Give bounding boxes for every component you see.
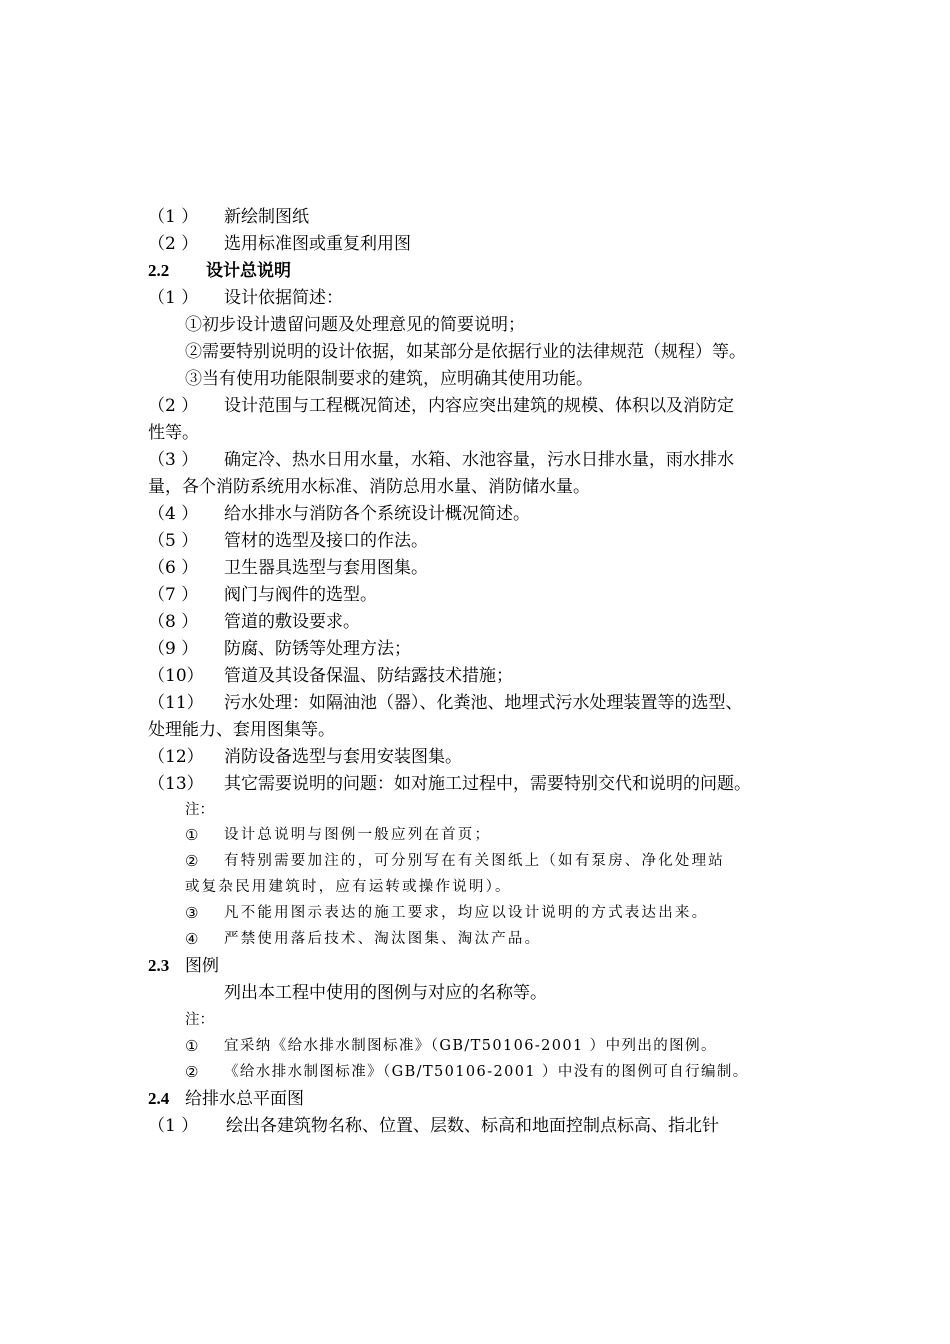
note-text: 宜采纳《给水排水制图标准》（GB/T50106-2001 ）中列出的图例。 <box>224 1038 717 1054</box>
item-text: 消防设备选型与套用安装图集。 <box>224 747 462 767</box>
sub-item: ③当有使用功能限制要求的建筑，应明确其使用功能。 <box>185 369 593 389</box>
section-text: 列出本工程中使用的图例与对应的名称等。 <box>224 983 547 1003</box>
item-continuation: 处理能力、套用图集等。 <box>148 720 335 740</box>
note-label: 注： <box>185 802 214 818</box>
section-title: 给排水总平面图 <box>185 1089 304 1109</box>
note-number: ④ <box>185 930 199 948</box>
item-text: 绘出各建筑物名称、位置、层数、标高和地面控制点标高、指北针 <box>226 1116 719 1136</box>
note-continuation: 或复杂民用建筑时，应有运转或操作说明）。 <box>185 879 512 895</box>
item-text: 设计范围与工程概况简述，内容应突出建筑的规模、体积以及消防定 <box>224 396 734 416</box>
section-title: 图例 <box>185 956 219 976</box>
item-text: 给水排水与消防各个系统设计概况简述。 <box>224 504 530 524</box>
item-text: 污水处理：如隔油池（器）、化粪池、地埋式污水处理装置等的选型、 <box>224 693 743 713</box>
item-text: 管道的敷设要求。 <box>224 612 360 632</box>
note-number: ① <box>185 1037 199 1055</box>
section-number: 2.4 <box>148 1089 170 1108</box>
note-number: ② <box>185 1063 199 1081</box>
sub-item: ①初步设计遗留问题及处理意见的简要说明； <box>185 315 525 335</box>
item-number: （1 ） <box>148 288 199 308</box>
note-text: 《给水排水制图标准》（GB/T50106-2001 ）中没有的图例可自行编制。 <box>224 1064 749 1080</box>
section-title: 设计总说明 <box>206 261 291 280</box>
note-text: 有特别需要加注的，可分别写在有关图纸上（如有泵房、净化处理站 <box>224 853 725 869</box>
item-text: 确定冷、热水日用水量，水箱、水池容量，污水日排水量，雨水排水 <box>224 450 734 470</box>
item-continuation: 性等。 <box>148 423 199 443</box>
item-number: （12） <box>148 747 204 767</box>
item-text: 卫生器具选型与套用图集。 <box>224 558 428 578</box>
item-number: （1 ） <box>148 207 199 227</box>
note-number: ② <box>185 852 199 870</box>
item-number: （2 ） <box>148 234 199 254</box>
item-number: （6 ） <box>148 558 199 578</box>
item-number: （13） <box>148 774 204 794</box>
note-text: 凡不能用图示表达的施工要求，均应以设计说明的方式表达出来。 <box>224 905 709 921</box>
item-text: 选用标准图或重复利用图 <box>224 234 411 254</box>
section-number: 2.3 <box>148 956 170 975</box>
item-number: （7 ） <box>148 585 199 605</box>
item-text: 管道及其设备保温、防结露技术措施； <box>224 666 513 686</box>
note-number: ① <box>185 826 199 844</box>
item-text: 设计依据简述： <box>224 288 343 308</box>
item-number: （4 ） <box>148 504 199 524</box>
note-text: 严禁使用落后技术、淘汰图集、淘汰产品。 <box>224 931 542 947</box>
item-number: （9 ） <box>148 639 199 659</box>
item-number: （3 ） <box>148 450 199 470</box>
item-number: （1 ） <box>148 1116 199 1136</box>
item-number: （8 ） <box>148 612 199 632</box>
item-number: （5 ） <box>148 531 199 551</box>
note-number: ③ <box>185 904 199 922</box>
sub-item: ②需要特别说明的设计依据，如某部分是依据行业的法律规范（规程）等。 <box>185 342 746 362</box>
item-text: 管材的选型及接口的作法。 <box>224 531 428 551</box>
item-text: 阀门与阀件的选型。 <box>224 585 377 605</box>
item-text: 防腐、防锈等处理方法； <box>224 639 411 659</box>
note-label: 注： <box>185 1012 214 1028</box>
item-number: （2 ） <box>148 396 199 416</box>
item-number: （11） <box>148 693 204 713</box>
item-continuation: 量，各个消防系统用水标准、消防总用水量、消防储水量。 <box>148 477 590 497</box>
item-text: 其它需要说明的问题：如对施工过程中，需要特别交代和说明的问题。 <box>224 774 751 794</box>
note-text: 设计总说明与图例一般应列在首页； <box>224 827 492 843</box>
section-number: 2.2 <box>148 261 170 280</box>
item-text: 新绘制图纸 <box>224 207 309 227</box>
item-number: （10） <box>148 666 204 686</box>
